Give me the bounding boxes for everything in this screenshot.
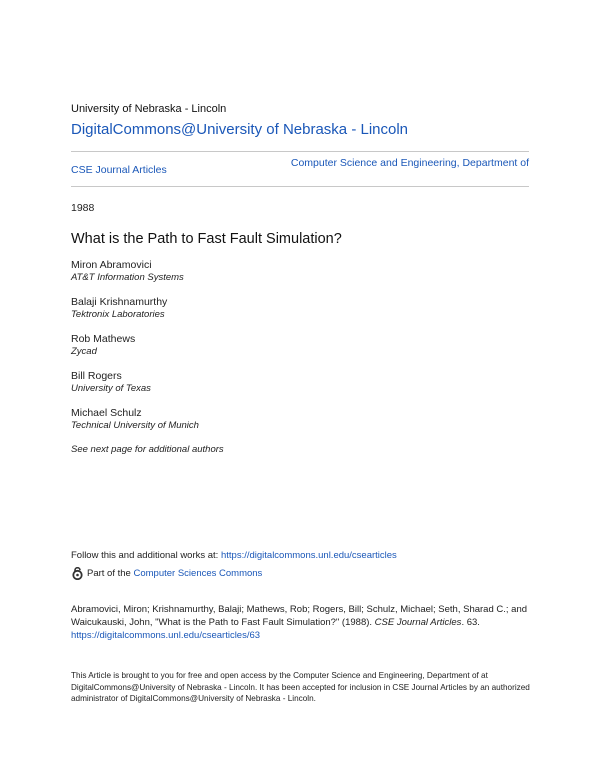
computer-sciences-commons-link[interactable]: Computer Sciences Commons	[133, 568, 263, 579]
author-affiliation: University of Texas	[71, 383, 151, 394]
citation-authors-title: Abramovici, Miron; Krishnamurthy, Balaji; Mathews, Rob; Rogers, Bill; Schulz, Michael; Seth, Sharad C.; and Waicukauski, John, "What is the Path to Fast Fault Simulation?" (1988).	[71, 604, 528, 628]
part-of-line	[71, 567, 262, 580]
author-name: Miron Abramovici	[71, 259, 152, 271]
author-entry	[71, 296, 471, 321]
divider-bottom	[71, 186, 529, 187]
paper-title: What is the Path to Fast Fault Simulation?	[71, 231, 342, 247]
author-affiliation: Zycad	[71, 346, 97, 357]
citation-journal: CSE Journal Articles	[374, 617, 462, 628]
author-entry	[71, 333, 471, 358]
see-next-page-note: See next page for additional authors	[71, 444, 224, 455]
institution-name: University of Nebraska - Lincoln	[71, 103, 227, 115]
part-of-text: Part of the	[87, 568, 131, 579]
author-name: Rob Mathews	[71, 333, 136, 345]
department-link[interactable]: Computer Science and Engineering, Department of	[290, 157, 529, 169]
author-entry	[71, 370, 471, 395]
follow-text: Follow this and additional works at:	[71, 550, 219, 561]
author-name: Bill Rogers	[71, 370, 122, 382]
citation-url-link[interactable]: https://digitalcommons.unl.edu/csearticles/63	[71, 630, 261, 641]
publication-year: 1988	[71, 202, 95, 214]
citation-number: . 63.	[461, 617, 480, 628]
author-affiliation: AT&T Information Systems	[71, 272, 184, 283]
author-name: Balaji Krishnamurthy	[71, 296, 168, 308]
author-affiliation: Tektronix Laboratories	[71, 309, 165, 320]
divider-top	[71, 151, 529, 152]
author-entry	[71, 259, 471, 284]
footer-notice: This Article is brought to you for free and open access by the Computer Science and Engineering, Department of at DigitalCommons@University of Nebraska - Lincoln. It has been accepted for inclusion in CSE Journal Articles by an authorized administrator of DigitalCommons@University of Nebraska - Lincoln.	[71, 671, 530, 703]
author-list	[71, 259, 471, 455]
repository-link[interactable]: DigitalCommons@University of Nebraska - Lincoln	[71, 121, 409, 138]
series-link[interactable]: CSE Journal Articles	[71, 164, 167, 176]
recommended-citation	[71, 603, 531, 642]
author-name: Michael Schulz	[71, 407, 142, 419]
author-entry	[71, 407, 471, 432]
follow-line	[71, 550, 397, 561]
author-affiliation: Technical University of Munich	[71, 420, 199, 431]
follow-url-link[interactable]: https://digitalcommons.unl.edu/csearticles	[220, 550, 397, 561]
open-access-icon	[71, 567, 84, 580]
